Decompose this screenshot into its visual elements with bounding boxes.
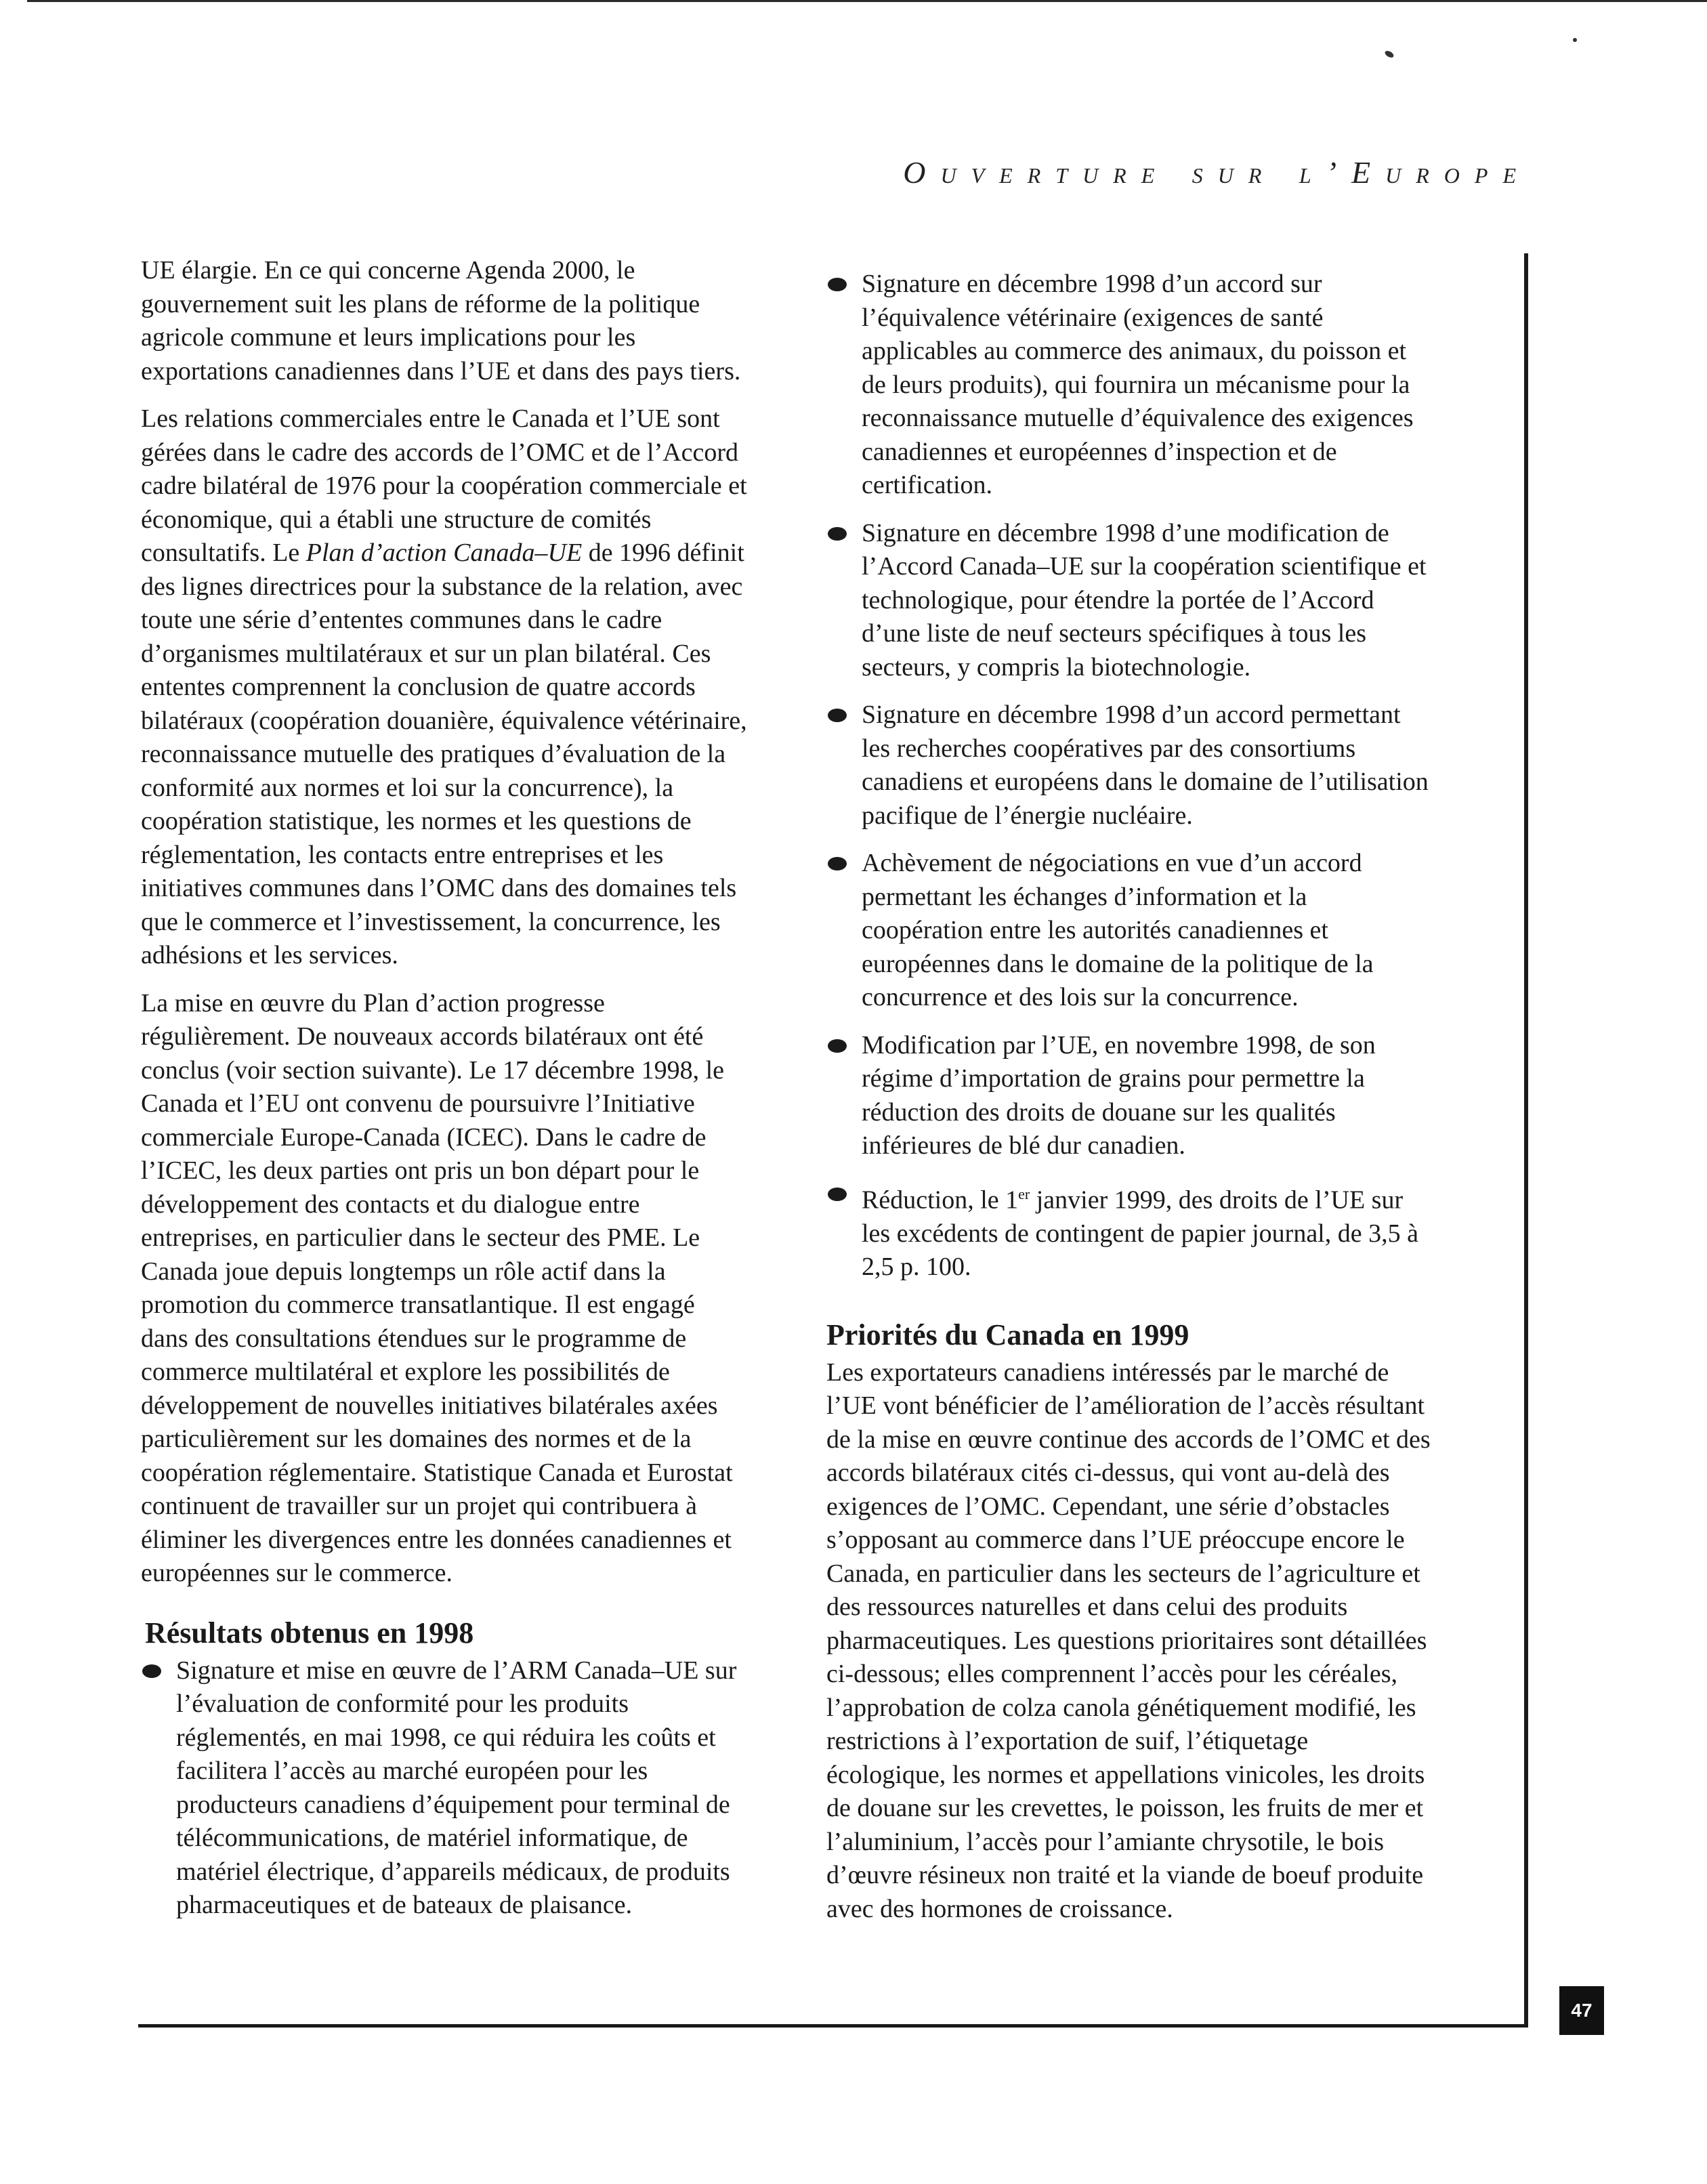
right-column: [826, 268, 1433, 1940]
paragraph-text: Les relations commerciales entre le Canada et l’UE sont gérées dans le cadre des accords de l’OMC et de l’Accord cadre bilatéral de 1976 pour la coopération commerciale et économique, qui a établi une structure de comités consultatifs. Le: [141, 404, 747, 567]
scan-mark: [1384, 49, 1395, 59]
section-heading: Priorités du Canada en 1999: [826, 1318, 1189, 1351]
paragraph-text: de 1996 définit des lignes directrices pour la substance de la relation, avec toute une série d’ententes communes dans le cadre d’organismes multilatéraux et sur un plan bilatéral. Ces ententes comprennent la conclusion de quatre accords bilatéraux (coopération douanière, équivalence vétérinaire, reconnaissance mutuelle des pratiques d’évaluation de la conformité aux normes et loi sur la concurrence), la coopération statistique, les normes et les questions de réglementation, les contacts entre entreprises et les initiatives communes dans l’OMC dans des domaines tels que le commerce et l’investissement, la concurrence, les adhésions et les services.: [141, 539, 747, 969]
list-item: [141, 1654, 747, 1923]
bullet-icon: [828, 857, 847, 870]
paragraph: [141, 402, 747, 973]
top-rule: [27, 0, 1707, 2]
list-item-text: Réduction, le 1: [862, 1185, 1019, 1215]
right-margin-bar: [1524, 253, 1528, 2027]
list-item-text: janvier 1999, des droits de l’UE sur les excédents de contingent de papier journal, de 3,5 à 2,5 p. 100.: [862, 1185, 1418, 1282]
list-item: [826, 1029, 1433, 1163]
list-item-text: Signature en décembre 1998 d’un accord sur l’équivalence vétérinaire (exigences de santé applicables au commerce des animaux, du poisson et de leurs produits), qui fournira un mécanisme pour la reconnaissance mutuelle d’équivalence des exigences canadiennes et européennes d’inspection et de certification.: [862, 270, 1414, 499]
paragraph: Les exportateurs canadiens intéressés par le marché de l’UE vont bénéficier de l’amélioration de l’accès résultant de la mise en œuvre continue des accords de l’OMC et des accords bilatéraux cités ci-dessus, qui vont au-delà des exigences de l’OMC. Cependant, une série d’obstacles s’opposant au commerce dans l’UE préoccupe encore le Canada, en particulier dans les secteurs de l’agriculture et des ressources naturelles et dans celui des produits pharmaceutiques. Les questions prioritaires sont détaillées ci-dessous; elles comprennent l’accès pour les céréales, l’approbation de colza canola génétiquement modifié, les restrictions à l’exportation de suif, l’étiquetage écologique, les normes et appellations vinicoles, les droits de douane sur les crevettes, le poisson, les fruits de mer et l’aluminium, l’accès pour l’amiante chrysotile, le bois d’œuvre résineux non traité et la viande de boeuf produite avec des hormones de croissance.: [826, 1358, 1431, 1923]
bullet-icon: [828, 1039, 847, 1053]
ordinal-superscript: er: [1018, 1185, 1030, 1202]
bullet-icon: [828, 527, 847, 541]
document-title: Plan d’action Canada–UE: [305, 539, 583, 567]
bullet-icon: [828, 278, 847, 291]
list-item-text: Modification par l’UE, en novembre 1998, de son régime d’importation de grains pour permettre la réduction des droits de douane sur les qualités inférieures de blé dur canadien.: [862, 1030, 1376, 1160]
list-item-text: Signature en décembre 1998 d’une modification de l’Accord Canada–UE sur la coopération scientifique et technologique, pour étendre la portée de l’Accord d’une liste de neuf secteurs spécifiques à tous les secteurs, y compris la biotechnologie.: [862, 518, 1427, 681]
bullet-icon: [828, 709, 847, 722]
list-item-text: Signature en décembre 1998 d’un accord permettant les recherches coopératives par des consortiums canadiens et européens dans le domaine de l’utilisation pacifique de l’énergie nucléaire.: [862, 700, 1429, 830]
list-item: [826, 1177, 1433, 1284]
scan-mark: [1573, 38, 1577, 42]
results-list-continued: [826, 268, 1433, 1284]
paragraph: La mise en œuvre du Plan d’action progresse régulièrement. De nouveaux accords bilatéraux ont été conclus (voir section suivante). Le 17 décembre 1998, le Canada et l’EU ont convenu de poursuivre l’Initiative commerciale Europe-Canada (ICEC). Dans le cadre de l’ICEC, les deux parties ont pris un bon départ pour le développement des contacts et du dialogue entre entreprises, en particulier dans le secteur des PME. Le Canada joue depuis longtemps un rôle actif dans la promotion du commerce transatlantique. Il est engagé dans des consultations étendues sur le programme de commerce multilatéral et explore les possibilités de développement de nouvelles initiatives bilatérales axées particulièrement sur les domaines des normes et de la coopération réglementaire. Statistique Canada et Eurostat continuent de travailler sur un projet qui contribuera à éliminer les divergences entre les données canadiennes et européennes sur le commerce.: [141, 988, 733, 1587]
list-item: [826, 698, 1433, 833]
list-item-text: Achèvement de négociations en vue d’un accord permettant les échanges d’information et la coopération entre les autorités canadiennes et européennes dans le domaine de la politique de la concurrence et des lois sur la concurrence.: [862, 849, 1374, 1011]
page-number: 47: [1559, 1986, 1604, 2035]
results-list: [141, 1654, 747, 1923]
paragraph: UE élargie. En ce qui concerne Agenda 2000, le gouvernement suit les plans de réforme de la politique agricole commune et leurs implications pour les exportations canadiennes dans l’UE et dans des pays tiers.: [141, 256, 741, 385]
list-item: [826, 268, 1433, 503]
running-head: Ouverture sur l’Europe: [903, 155, 1531, 190]
list-item: [826, 847, 1433, 1015]
bottom-rule: [138, 2024, 1528, 2028]
list-item-text: Signature et mise en œuvre de l’ARM Canada–UE sur l’évaluation de conformité pour les produits réglementés, en mai 1998, ce qui réduira les coûts et facilitera l’accès au marché européen pour les producteurs canadiens d’équipement pour terminal de télécommunications, de matériel informatique, de matériel électrique, d’appareils médicaux, de produits pharmaceutiques et de bateaux de plaisance.: [176, 1656, 737, 1919]
section-heading: Résultats obtenus en 1998: [145, 1616, 474, 1650]
bullet-icon: [142, 1664, 161, 1678]
list-item: [826, 517, 1433, 685]
bullet-icon: [828, 1188, 847, 1201]
left-column: [141, 254, 747, 1937]
